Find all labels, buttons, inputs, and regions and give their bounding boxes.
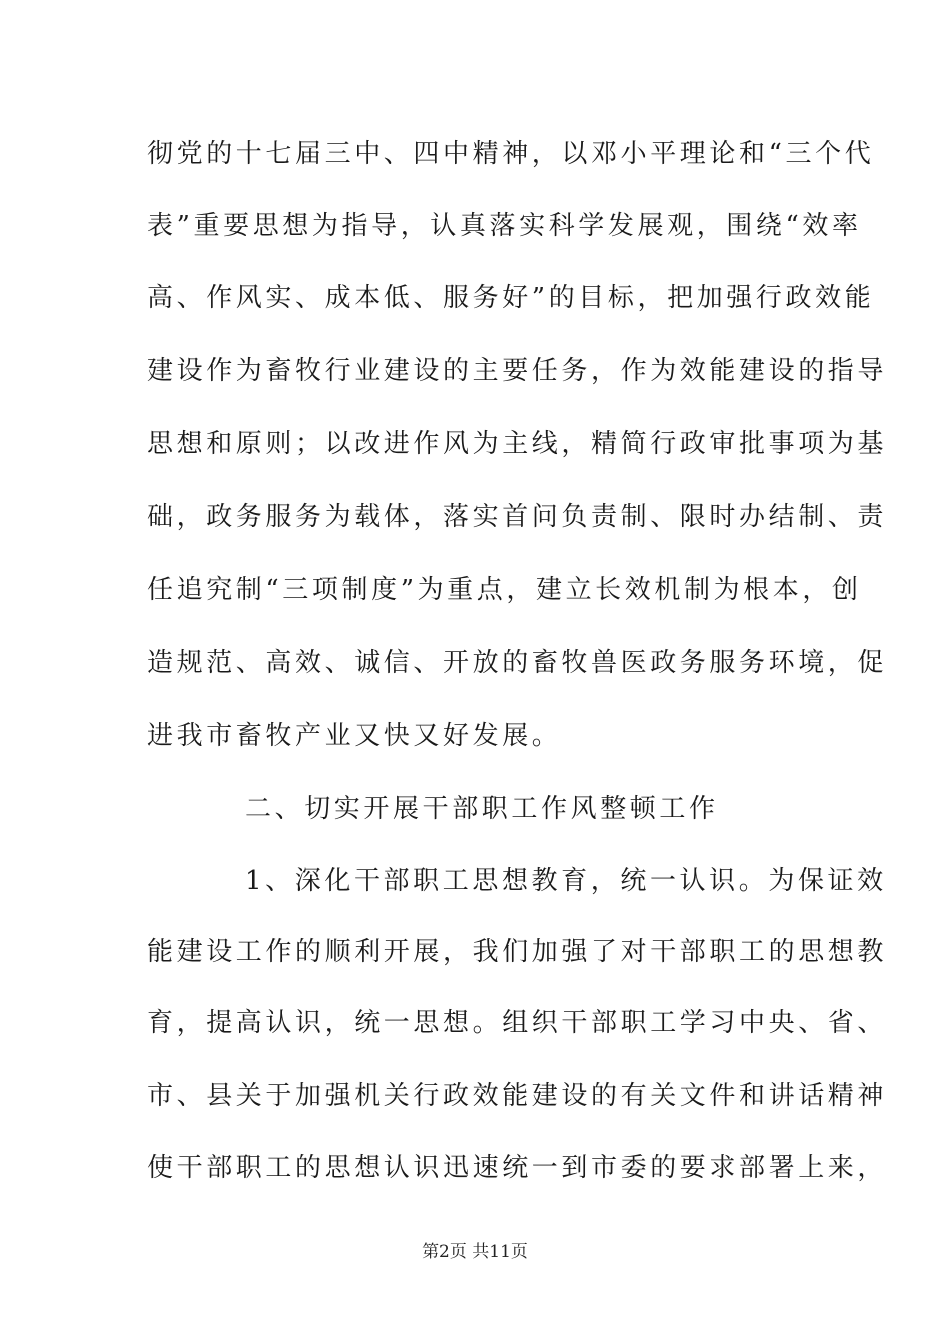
body-line: 育，提高认识，统一思想。组织干部职工学习中央、省、 bbox=[147, 1008, 888, 1038]
section-heading: 二、切实开展干部职工作风整顿工作 bbox=[245, 794, 719, 824]
body-line: 任追究制“三项制度”为重点，建立长效机制为根本，创 bbox=[147, 575, 862, 605]
body-line: 建设作为畜牧行业建设的主要任务，作为效能建设的指导 bbox=[147, 356, 888, 386]
body-line: 使干部职工的思想认识迅速统一到市委的要求部署上来， bbox=[147, 1153, 888, 1183]
body-line: 础，政务服务为载体，落实首问负责制、限时办结制、责 bbox=[147, 502, 888, 532]
body-line: 造规范、高效、诚信、开放的畜牧兽医政务服务环境，促 bbox=[147, 648, 888, 678]
body-line: 进我市畜牧产业又快又好发展。 bbox=[147, 721, 562, 751]
body-line: 能建设工作的顺利开展，我们加强了对干部职工的思想教 bbox=[147, 937, 888, 967]
body-line: 思想和原则；以改进作风为主线，精简行政审批事项为基 bbox=[147, 429, 888, 459]
body-line: 表”重要思想为指导，认真落实科学发展观，围绕“效率 bbox=[147, 211, 862, 241]
body-line: 高、作风实、成本低、服务好”的目标，把加强行政效能 bbox=[147, 283, 875, 313]
page-number-footer: 第2页 共11页 bbox=[422, 1242, 528, 1262]
body-line: 市、县关于加强机关行政效能建设的有关文件和讲话精神 bbox=[147, 1081, 888, 1111]
body-line: 彻党的十七届三中、四中精神，以邓小平理论和“三个代 bbox=[147, 139, 875, 169]
paragraph-first-line: 1、深化干部职工思想教育，统一认识。为保证效 bbox=[245, 866, 887, 896]
